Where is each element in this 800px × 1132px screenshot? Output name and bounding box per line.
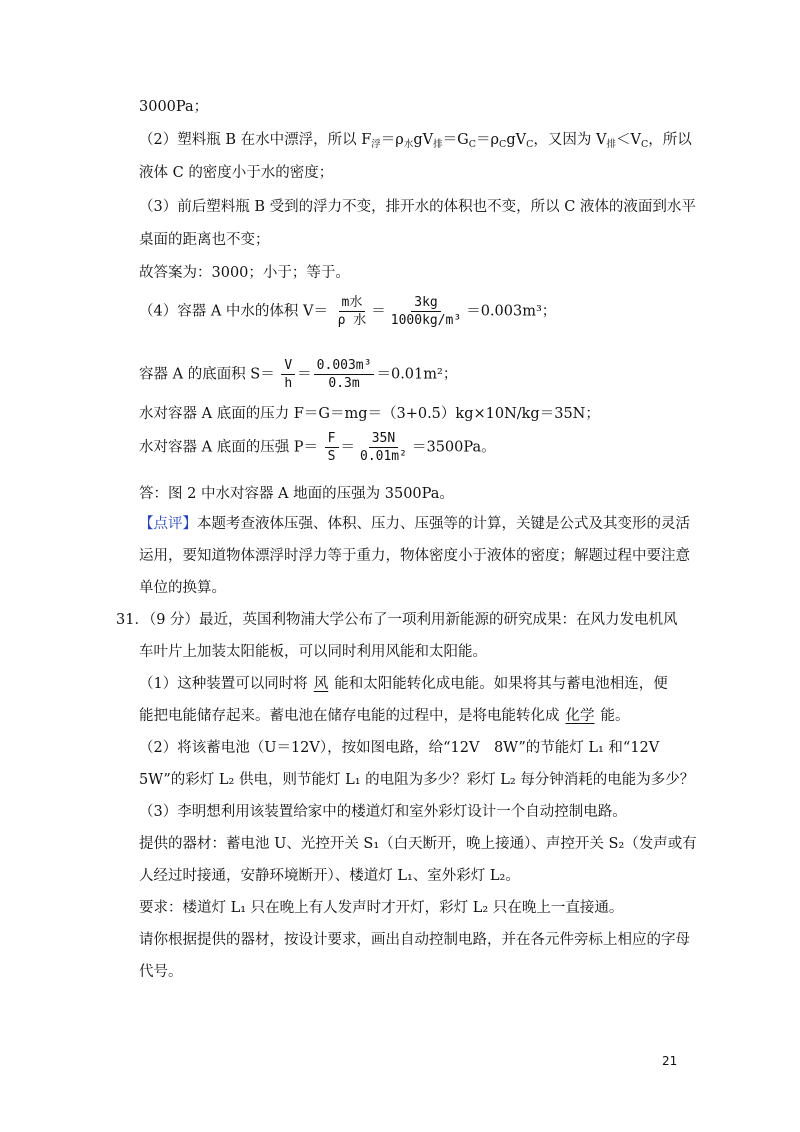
formula-area (139, 357, 457, 392)
numerator: F (325, 430, 339, 448)
text-span: gV (413, 132, 434, 148)
text-span: ＝ρ (476, 132, 500, 148)
text-span: 水对容器 A 底面的压强 P＝ (139, 439, 319, 456)
text-span: （1）这种装置可以同时将 (139, 676, 308, 692)
text-line: 答：图 2 中水对容器 A 地面的压强为 3500Pa。 (139, 486, 454, 502)
text-span: ＝0.003m³； (466, 303, 557, 320)
text-span: ＝0.01m²； (376, 366, 458, 383)
numerator: 3kg (411, 294, 440, 312)
text-span: ，又因为 V (533, 132, 607, 148)
numerator: V (281, 357, 295, 375)
subscript: C (468, 139, 476, 150)
denominator: h (284, 376, 293, 391)
text-line: 5W”的彩灯 L₂ 供电，则节能灯 L₁ 的电阻为多少？彩灯 L₂ 每分钟消耗的电能为多少？ (139, 772, 695, 788)
text-line: 要求：楼道灯 L₁ 只在晚上有人发声时才开灯，彩灯 L₂ 只在晚上一直接通。 (139, 900, 624, 916)
text-span: ＝G (442, 132, 469, 148)
equals-sign: ＝ (297, 366, 312, 383)
subscript: C (640, 139, 649, 150)
text-span: gV (506, 132, 527, 148)
text-line (139, 674, 668, 694)
subscript: 排 (433, 139, 443, 150)
text-line: 车叶片上加装太阳能板，可以同时利用风能和太阳能。 (139, 644, 487, 660)
subscript: 水 (403, 139, 414, 150)
denominator: 0.3m (328, 376, 360, 391)
text-span: ，所以 (648, 132, 692, 148)
answer-blank: 风 (313, 676, 329, 692)
text-span: （4）容器 A 中水的体积 V＝ (139, 303, 328, 320)
text-line: 代号。 (139, 964, 183, 980)
subscript: C (499, 139, 507, 150)
text-span: 能。 (600, 708, 630, 724)
text-span: 容器 A 的底面积 S＝ (139, 366, 275, 383)
text-line: 人经过时接通，安静环境断开）、楼道灯 L₁、室外彩灯 L₂。 (139, 868, 520, 884)
equals-sign: ＝ (371, 303, 386, 320)
text-line: （3）李明想利用该装置给家中的楼道灯和室外彩灯设计一个自动控制电路。 (139, 804, 627, 820)
text-line: （2）将该蓄电池（U＝12V），按如图电路，给“12V 8W”的节能灯 L₁ 和“12V (139, 740, 660, 756)
fraction (357, 430, 410, 465)
text-line (139, 706, 630, 726)
page-number: 21 (662, 1054, 678, 1068)
fraction (314, 357, 375, 392)
answer-blank: 化学 (565, 708, 595, 724)
text-line: 桌面的距离也不变； (139, 232, 270, 248)
text-line: 液体 C 的密度小于水的密度； (139, 165, 334, 181)
text-line: 提供的器材：蓄电池 U、光控开关 S₁（白天断开，晚上接通）、声控开关 S₂（发声或有 (139, 836, 697, 852)
denominator: 1000kg/m³ (390, 313, 462, 328)
comment-line (139, 514, 690, 534)
text-line: 水对容器 A 底面的压力 F＝G＝mg＝（3+0.5）kg×10N/kg＝35N； (139, 406, 600, 422)
denominator: S (327, 449, 336, 464)
text-line: 3000Pa； (139, 99, 209, 115)
comment-tag: 【点评】 (139, 516, 197, 532)
text-line: 运用，要知道物体漂浮时浮力等于重力，物体密度小于液体的密度；解题过程中要注意 (139, 548, 690, 564)
text-line: 单位的换算。 (139, 580, 226, 596)
text-span: ＝3500Pa。 (411, 439, 496, 456)
fraction (325, 430, 339, 465)
question-header: 31．（9 分）最近，英国利物浦大学公布了一项利用新能源的研究成果：在风力发电机风 (116, 612, 678, 628)
subscript: 浮 (371, 139, 381, 150)
numerator: 35N (369, 430, 398, 448)
text-line: （3）前后塑料瓶 B 受到的浮力不变，排开水的体积也不变，所以 C 液体的液面到水平 (139, 199, 696, 215)
text-span: ＜V (615, 132, 641, 148)
fraction (335, 294, 370, 329)
text-line (139, 130, 692, 155)
text-line: 请你根据提供的器材，按设计要求，画出自动控制电路，并在各元件旁标上相应的字母 (139, 932, 690, 948)
text-span: 能和太阳能转化成电能。如果将其与蓄电池相连，便 (334, 676, 668, 692)
denominator: 0.01m² (360, 449, 407, 464)
denominator: ρ 水 (337, 313, 367, 328)
numerator: m水 (339, 294, 366, 312)
subscript: 排 (606, 139, 616, 150)
fraction (388, 294, 464, 329)
text-span: 本题考查液体压强、体积、压力、压强等的计算，关键是公式及其变形的灵活 (197, 516, 690, 532)
formula-pressure (139, 430, 496, 465)
text-span: （2）塑料瓶 B 在水中漂浮，所以 F (139, 132, 372, 148)
text-line: 故答案为：3000；小于；等于。 (139, 265, 350, 281)
formula-volume (139, 294, 556, 329)
text-span: 能把电能储存起来。蓄电池在储存电能的过程中，是将电能转化成 (139, 708, 560, 724)
equals-sign: ＝ (340, 439, 355, 456)
fraction (281, 357, 295, 392)
subscript: C (526, 139, 534, 150)
text-span: ＝ρ (380, 132, 404, 148)
numerator: 0.003m³ (314, 357, 375, 375)
